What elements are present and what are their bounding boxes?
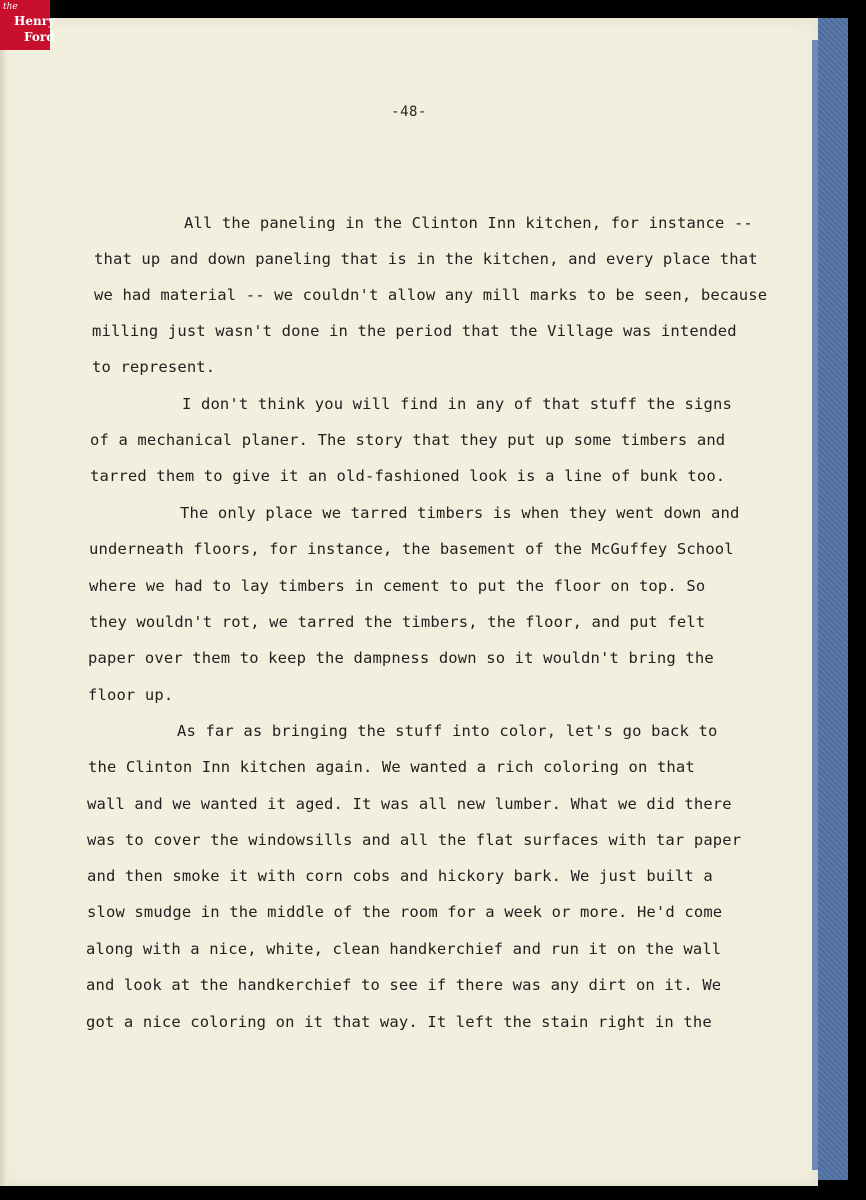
text-line: of a mechanical planer. The story that they put up some timbers and bbox=[90, 431, 726, 449]
text-line: slow smudge in the middle of the room for a week or more. He'd come bbox=[87, 903, 723, 921]
text-line: and look at the handkerchief to see if there was any dirt on it. We bbox=[86, 976, 722, 994]
text-line: to represent. bbox=[92, 358, 216, 376]
text-line: wall and we wanted it aged. It was all new lumber. What we did there bbox=[87, 795, 732, 813]
text-line: tarred them to give it an old-fashioned look is a line of bunk too. bbox=[90, 467, 726, 485]
book-cover bbox=[818, 18, 848, 1180]
book-spine bbox=[848, 0, 866, 1200]
text-line: All the paneling in the Clinton Inn kitchen, for instance -- bbox=[184, 214, 753, 232]
logo-text-ford: Ford bbox=[24, 30, 55, 44]
text-line: along with a nice, white, clean handkerchief and run it on the wall bbox=[86, 940, 722, 958]
text-line: The only place we tarred timbers is when they went down and bbox=[180, 504, 740, 522]
page-edge bbox=[0, 18, 8, 1186]
text-line: got a nice coloring on it that way. It left the stain right in the bbox=[86, 1013, 712, 1031]
logo-text-the: the bbox=[3, 2, 18, 12]
text-line: paper over them to keep the dampness down so it wouldn't bring the bbox=[88, 649, 714, 667]
text-line: we had material -- we couldn't allow any mill marks to be seen, because bbox=[94, 286, 768, 304]
text-line: milling just wasn't done in the period that the Village was intended bbox=[92, 322, 737, 340]
text-line: and then smoke it with corn cobs and hickory bark. We just built a bbox=[87, 867, 713, 885]
text-line: the Clinton Inn kitchen again. We wanted a rich coloring on that bbox=[88, 758, 695, 776]
text-line: underneath floors, for instance, the basement of the McGuffey School bbox=[89, 540, 734, 558]
text-line: floor up. bbox=[88, 686, 174, 704]
document-page bbox=[0, 18, 818, 1186]
text-line: I don't think you will find in any of that stuff the signs bbox=[182, 395, 732, 413]
text-line: where we had to lay timbers in cement to put the floor on top. So bbox=[89, 577, 706, 595]
text-line: As far as bringing the stuff into color, let's go back to bbox=[177, 722, 718, 740]
text-line: they wouldn't rot, we tarred the timbers, the floor, and put felt bbox=[89, 613, 706, 631]
text-line: that up and down paneling that is in the kitchen, and every place that bbox=[94, 250, 758, 268]
henry-ford-logo bbox=[0, 0, 55, 50]
text-line: was to cover the windowsills and all the flat surfaces with tar paper bbox=[87, 831, 742, 849]
logo-text-henry: Henry bbox=[14, 14, 55, 28]
page-number: -48- bbox=[391, 104, 427, 120]
